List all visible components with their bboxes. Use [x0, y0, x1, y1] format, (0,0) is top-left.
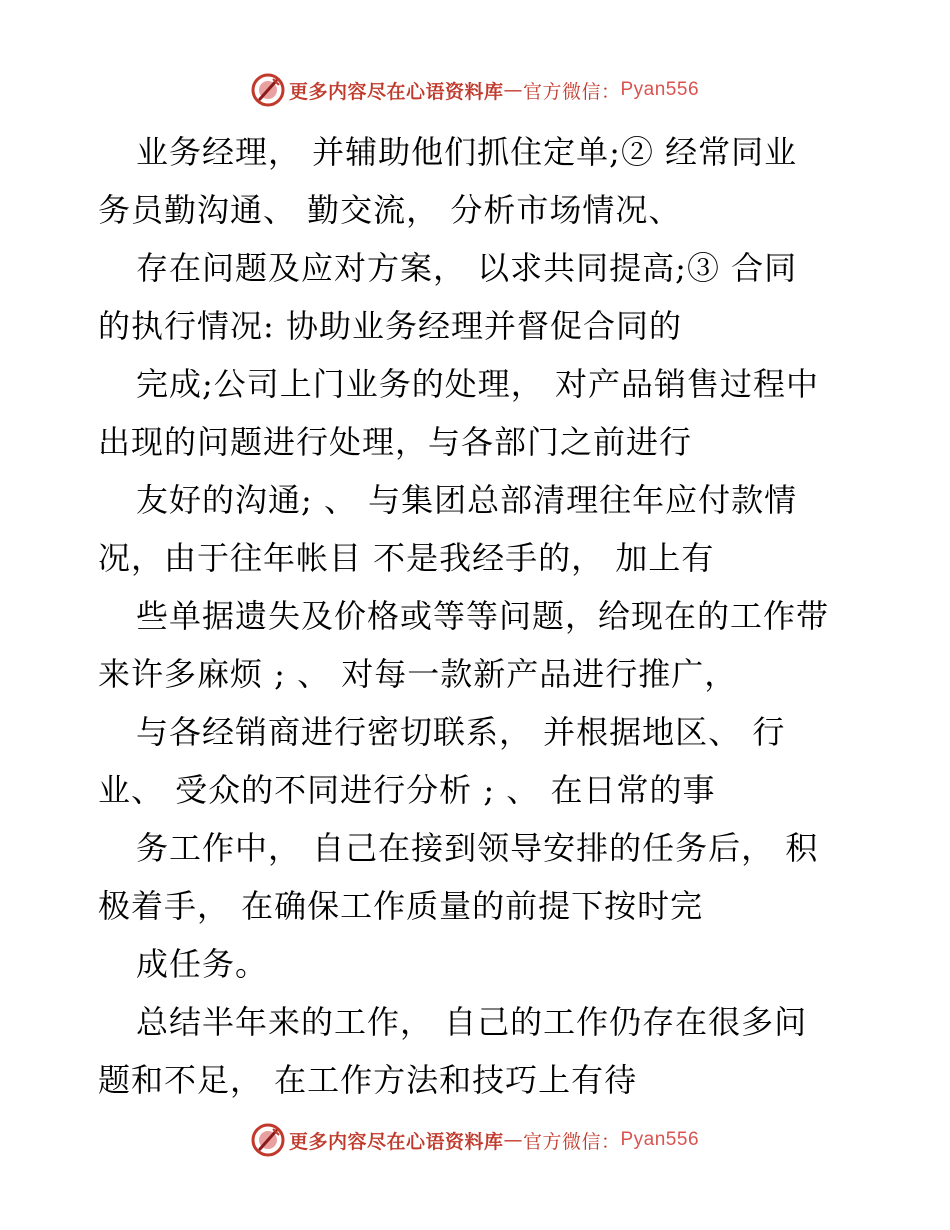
banner-wechat-id: Pyan556	[620, 79, 700, 100]
text-line: 些单据遗失及价格或等等问题，给现在的工作带	[136, 597, 830, 635]
text-line: 成任务。	[136, 945, 269, 983]
text-line: 来许多麻烦 ; 、 对每一款新产品进行推广，	[98, 655, 738, 693]
footer-banner	[0, 1120, 950, 1160]
banner-wechat-id: Pyan556	[620, 1129, 700, 1150]
text-line: 与各经销商进行密切联系， 并根据地区、 行	[136, 713, 786, 751]
text-line: 况，由于往年帐目 不是我经手的， 加上有	[98, 539, 715, 577]
text-line: 务工作中， 自己在接到领导安排的任务后， 积	[136, 829, 819, 867]
text-line: 业、 受众的不同进行分析 ; 、 在日常的事	[98, 771, 716, 809]
logo-icon	[251, 73, 285, 107]
text-line: 友好的沟通; 、 与集团总部清理往年应付款情	[136, 481, 798, 519]
banner-main-text: 更多内容尽在心语资料库	[288, 1130, 504, 1153]
banner-official-label: 官方微信：	[522, 1130, 621, 1153]
text-line: 题和不足， 在工作方法和技巧上有待	[98, 1061, 638, 1099]
banner-main-text: 更多内容尽在心语资料库	[288, 80, 504, 103]
text-line: 业务经理， 并辅助他们抓住定单;② 经常同业	[136, 133, 798, 171]
text-line: 存在问题及应对方案， 以求共同提高;③ 合同	[136, 249, 798, 287]
banner-official-label: 官方微信：	[522, 80, 621, 103]
text-line: 极着手， 在确保工作质量的前提下按时完	[98, 887, 704, 925]
text-line: 务员勤沟通、 勤交流， 分析市场情况、	[98, 191, 682, 229]
banner-separator: —	[503, 1129, 523, 1151]
text-line: 的执行情况: 协助业务经理并督促合同的	[98, 307, 682, 345]
logo-icon	[251, 1123, 285, 1157]
text-line: 出现的问题进行处理，与各部门之前进行	[98, 423, 693, 461]
text-line: 完成;公司上门业务的处理， 对产品销售过程中	[136, 365, 819, 403]
banner-separator: —	[503, 79, 523, 101]
text-line: 总结半年来的工作， 自己的工作仍存在很多问	[136, 1003, 808, 1041]
header-banner	[0, 70, 950, 110]
